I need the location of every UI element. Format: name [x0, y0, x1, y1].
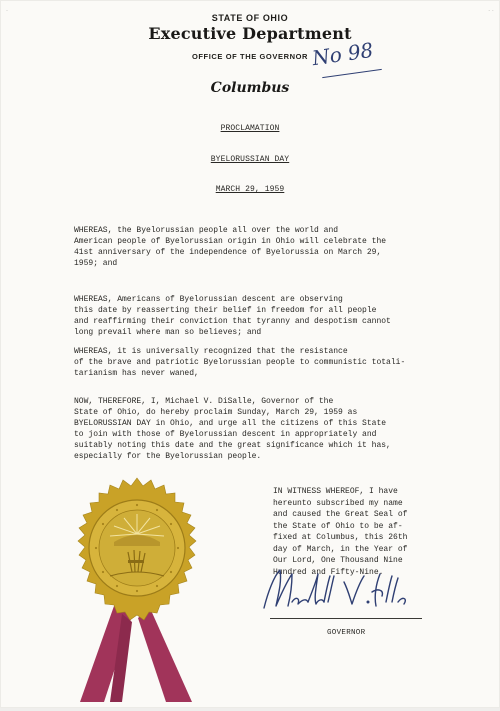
- handwritten-document-number: No 98: [310, 37, 375, 71]
- whereas-paragraph-3: WHEREAS, it is universally recognized that the resistance of the brave and patriotic Byelorussian people to communistic totali- tarianism has never waned,: [74, 347, 406, 378]
- governor-title: GOVERNOR: [327, 629, 366, 637]
- whereas-paragraph-1: WHEREAS, the Byelorussian people all over the world and American people of Byelorussian origin in Ohio will celebrate the 41st anniversary of the independence of Byelorussia on March 29, 1959; and: [74, 226, 387, 268]
- proclamation-title: PROCLAMATION: [220, 124, 280, 133]
- office-heading: OFFICE OF THE GOVERNOR: [191, 52, 309, 61]
- signature-line: [270, 618, 422, 619]
- witness-clause: IN WITNESS WHEREOF, I have hereunto subscribed my name and caused the Great Seal of the State of Ohio to be af- fixed at Columbus, this 26th day of March, in the Year of Our Lord, One Thousand Nine Hundred and Fifty-Nine.: [273, 487, 408, 577]
- proclamation-subject: BYELORUSSIAN DAY: [210, 155, 290, 164]
- margin-mark: · ·: [488, 8, 494, 14]
- therefore-paragraph: NOW, THEREFORE, I, Michael V. DiSalle, Governor of the State of Ohio, do hereby proclaim Sunday, March 29, 1959 as BYELORUSSIAN DAY in Ohio, and urge all the citizens of this State to join with those of Byelorussian descent in appropriately and suitably noting this date and the great significance which it has, especially for the Byelorussian people.: [74, 397, 391, 461]
- punch-hole-mark: ·: [6, 8, 8, 14]
- state-heading: STATE OF OHIO: [211, 13, 289, 23]
- governor-signature: [258, 562, 418, 623]
- city-heading: Columbus: [210, 80, 290, 96]
- proclamation-date: MARCH 29, 1959: [215, 185, 285, 194]
- whereas-paragraph-2: WHEREAS, Americans of Byelorussian descent are observing this date by reasserting their belief in freedom for all people and reaffirming their conviction that tyranny and despotism cannot long prevail where man so believes; and: [74, 295, 391, 337]
- department-heading: Executive Department: [148, 24, 352, 43]
- great-seal-of-ohio: [52, 476, 222, 711]
- document-number-underline: [322, 69, 382, 78]
